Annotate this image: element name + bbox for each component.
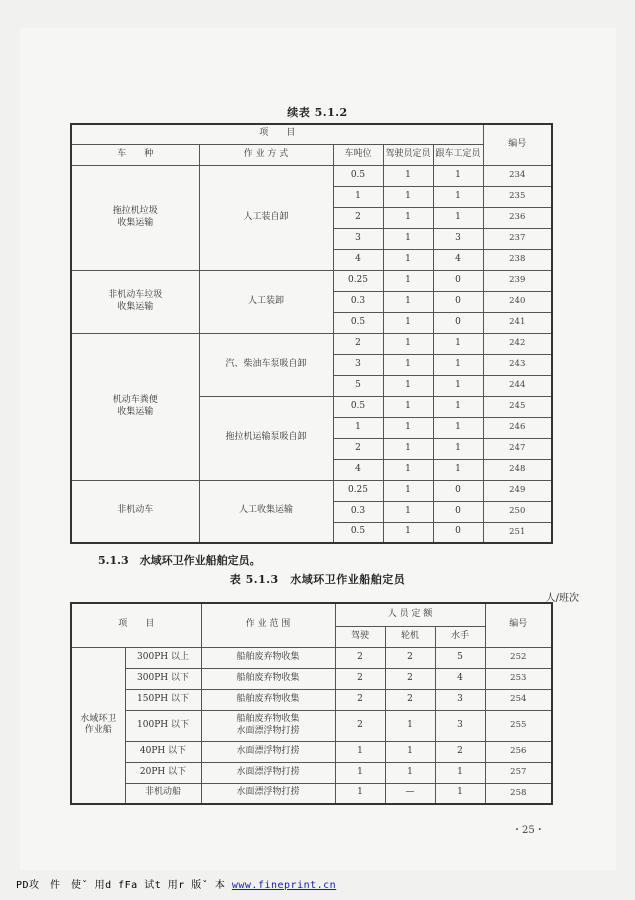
table2-header-pilot: 驾驶: [335, 626, 385, 647]
follower-quota-cell: 1: [433, 354, 483, 375]
number-cell: 236: [483, 207, 552, 228]
driver-quota-cell: 1: [383, 417, 433, 438]
driver-quota-cell: 1: [383, 270, 433, 291]
number-cell: 239: [483, 270, 552, 291]
sailor-cell: 1: [435, 762, 485, 783]
vessel-spec-cell: 非机动船: [125, 783, 201, 804]
follower-quota-cell: 0: [433, 522, 483, 543]
driver-quota-cell: 1: [383, 186, 433, 207]
driver-quota-cell: 1: [383, 459, 433, 480]
driver-quota-cell: 1: [383, 375, 433, 396]
table1-header-tonnage: 车吨位: [333, 144, 383, 165]
table1-header-follower-quota: 跟车工定员: [433, 144, 483, 165]
operation-mode-cell: 拖拉机运输泵吸自卸: [199, 396, 333, 480]
number-cell: 235: [483, 186, 552, 207]
table-row: [71, 741, 552, 762]
follower-quota-cell: 1: [433, 375, 483, 396]
driver-quota-cell: 1: [383, 501, 433, 522]
tonnage-cell: 0.5: [333, 396, 383, 417]
driver-quota-cell: 1: [383, 396, 433, 417]
section-heading: 5.1.3 水域环卫作业船舶定员。: [98, 554, 261, 567]
engine-cell: —: [385, 783, 435, 804]
number-cell: 256: [485, 741, 552, 762]
driver-quota-cell: 1: [383, 438, 433, 459]
table2-header-scope: 作 业 范 围: [201, 603, 335, 647]
vessel-spec-cell: 300PH 以下: [125, 668, 201, 689]
follower-quota-cell: 1: [433, 417, 483, 438]
tonnage-cell: 3: [333, 228, 383, 249]
table-row: [71, 270, 552, 291]
tonnage-cell: 2: [333, 207, 383, 228]
engine-cell: 2: [385, 647, 435, 668]
table1-caption: 续表 5.1.2: [287, 106, 348, 119]
engine-cell: 1: [385, 762, 435, 783]
pilot-cell: 1: [335, 741, 385, 762]
follower-quota-cell: 1: [433, 186, 483, 207]
number-cell: 240: [483, 291, 552, 312]
number-cell: 247: [483, 438, 552, 459]
number-cell: 238: [483, 249, 552, 270]
tonnage-cell: 0.25: [333, 480, 383, 501]
operation-mode-cell: 人工收集运输: [199, 480, 333, 543]
follower-quota-cell: 1: [433, 438, 483, 459]
engine-cell: 2: [385, 668, 435, 689]
table-row: [71, 689, 552, 710]
number-cell: 241: [483, 312, 552, 333]
tonnage-cell: 3: [333, 354, 383, 375]
footer-link[interactable]: www.fineprint.cn: [231, 880, 337, 891]
tonnage-cell: 1: [333, 417, 383, 438]
driver-quota-cell: 1: [383, 165, 433, 186]
table-row: [71, 668, 552, 689]
table1-header-operation-mode: 作 业 方 式: [199, 144, 333, 165]
sailor-cell: 3: [435, 710, 485, 741]
table2: [70, 602, 553, 805]
driver-quota-cell: 1: [383, 207, 433, 228]
follower-quota-cell: 0: [433, 480, 483, 501]
number-cell: 252: [485, 647, 552, 668]
table2-header-engine: 轮机: [385, 626, 435, 647]
driver-quota-cell: 1: [383, 312, 433, 333]
vehicle-type-cell: 机动车粪便 收集运输: [71, 333, 199, 480]
scope-cell: 船舶废弃物收集: [201, 689, 335, 710]
number-cell: 254: [485, 689, 552, 710]
follower-quota-cell: 1: [433, 165, 483, 186]
sailor-cell: 3: [435, 689, 485, 710]
number-cell: 253: [485, 668, 552, 689]
scope-cell: 船舶废弃物收集 水面漂浮物打捞: [201, 710, 335, 741]
follower-quota-cell: 0: [433, 291, 483, 312]
table2-unit: 人/班次: [545, 593, 579, 604]
number-cell: 234: [483, 165, 552, 186]
driver-quota-cell: 1: [383, 249, 433, 270]
sailor-cell: 4: [435, 668, 485, 689]
driver-quota-cell: 1: [383, 291, 433, 312]
follower-quota-cell: 1: [433, 207, 483, 228]
number-cell: 251: [483, 522, 552, 543]
table-row: [71, 165, 552, 186]
follower-quota-cell: 1: [433, 396, 483, 417]
pilot-cell: 2: [335, 668, 385, 689]
tonnage-cell: 0.25: [333, 270, 383, 291]
driver-quota-cell: 1: [383, 522, 433, 543]
table2-caption: 表 5.1.3 水域环卫作业船舶定员: [229, 573, 406, 586]
footer-watermark: [16, 876, 336, 891]
tonnage-cell: 0.3: [333, 501, 383, 522]
engine-cell: 1: [385, 741, 435, 762]
vessel-group-cell: 水域环卫 作业船: [71, 647, 125, 804]
vessel-spec-cell: 40PH 以下: [125, 741, 201, 762]
footer-text: PD攻 件 使ˇ 用d fFa 试t 用r 版ˇ 本: [16, 880, 226, 891]
operation-mode-cell: 人工装卸: [199, 270, 333, 333]
tonnage-cell: 2: [333, 438, 383, 459]
driver-quota-cell: 1: [383, 480, 433, 501]
scope-cell: 水面漂浮物打捞: [201, 783, 335, 804]
tonnage-cell: 5: [333, 375, 383, 396]
scope-cell: 船舶废弃物收集: [201, 668, 335, 689]
pilot-cell: 2: [335, 689, 385, 710]
follower-quota-cell: 3: [433, 228, 483, 249]
table1-header-vehicle-type: 车 种: [71, 144, 199, 165]
table-row: [71, 647, 552, 668]
table2-header-project: 项 目: [71, 603, 201, 647]
pilot-cell: 1: [335, 762, 385, 783]
pilot-cell: 1: [335, 783, 385, 804]
number-cell: 237: [483, 228, 552, 249]
number-cell: 244: [483, 375, 552, 396]
sailor-cell: 1: [435, 783, 485, 804]
pilot-cell: 2: [335, 647, 385, 668]
tonnage-cell: 4: [333, 459, 383, 480]
table1-header-driver-quota: 驾驶员定员: [383, 144, 433, 165]
tonnage-cell: 0.5: [333, 312, 383, 333]
number-cell: 242: [483, 333, 552, 354]
table-row: [71, 333, 552, 354]
driver-quota-cell: 1: [383, 228, 433, 249]
number-cell: 249: [483, 480, 552, 501]
table1: [70, 123, 553, 544]
table-row: [71, 762, 552, 783]
number-cell: 258: [485, 783, 552, 804]
operation-mode-cell: 汽、柴油车泵吸自卸: [199, 333, 333, 396]
follower-quota-cell: 0: [433, 501, 483, 522]
table2-header-number: 编号: [485, 603, 552, 647]
number-cell: 243: [483, 354, 552, 375]
tonnage-cell: 0.3: [333, 291, 383, 312]
engine-cell: 1: [385, 710, 435, 741]
vessel-spec-cell: 150PH 以下: [125, 689, 201, 710]
pilot-cell: 2: [335, 710, 385, 741]
table1-header-project: 项 目: [71, 124, 483, 144]
tonnage-cell: 4: [333, 249, 383, 270]
number-cell: 255: [485, 710, 552, 741]
tonnage-cell: 0.5: [333, 165, 383, 186]
tonnage-cell: 2: [333, 333, 383, 354]
table1-header-number: 编号: [483, 124, 552, 165]
number-cell: 245: [483, 396, 552, 417]
page-number: ・25・: [512, 825, 545, 836]
follower-quota-cell: 0: [433, 312, 483, 333]
vessel-spec-cell: 20PH 以下: [125, 762, 201, 783]
follower-quota-cell: 1: [433, 459, 483, 480]
tonnage-cell: 1: [333, 186, 383, 207]
number-cell: 248: [483, 459, 552, 480]
operation-mode-cell: 人工装自卸: [199, 165, 333, 270]
table-row: [71, 480, 552, 501]
scope-cell: 水面漂浮物打捞: [201, 741, 335, 762]
table-row: [71, 710, 552, 741]
vessel-spec-cell: 300PH 以上: [125, 647, 201, 668]
sailor-cell: 5: [435, 647, 485, 668]
number-cell: 257: [485, 762, 552, 783]
vehicle-type-cell: 非机动车垃圾 收集运输: [71, 270, 199, 333]
driver-quota-cell: 1: [383, 354, 433, 375]
follower-quota-cell: 4: [433, 249, 483, 270]
sailor-cell: 2: [435, 741, 485, 762]
engine-cell: 2: [385, 689, 435, 710]
follower-quota-cell: 1: [433, 333, 483, 354]
vehicle-type-cell: 拖拉机垃圾 收集运输: [71, 165, 199, 270]
scope-cell: 水面漂浮物打捞: [201, 762, 335, 783]
vessel-spec-cell: 100PH 以下: [125, 710, 201, 741]
table-row: [71, 783, 552, 804]
table2-header-sailor: 水手: [435, 626, 485, 647]
driver-quota-cell: 1: [383, 333, 433, 354]
tonnage-cell: 0.5: [333, 522, 383, 543]
number-cell: 250: [483, 501, 552, 522]
number-cell: 246: [483, 417, 552, 438]
table2-header-quota-group: 人 员 定 额: [335, 603, 485, 626]
scope-cell: 船舶废弃物收集: [201, 647, 335, 668]
vehicle-type-cell: 非机动车: [71, 480, 199, 543]
follower-quota-cell: 0: [433, 270, 483, 291]
